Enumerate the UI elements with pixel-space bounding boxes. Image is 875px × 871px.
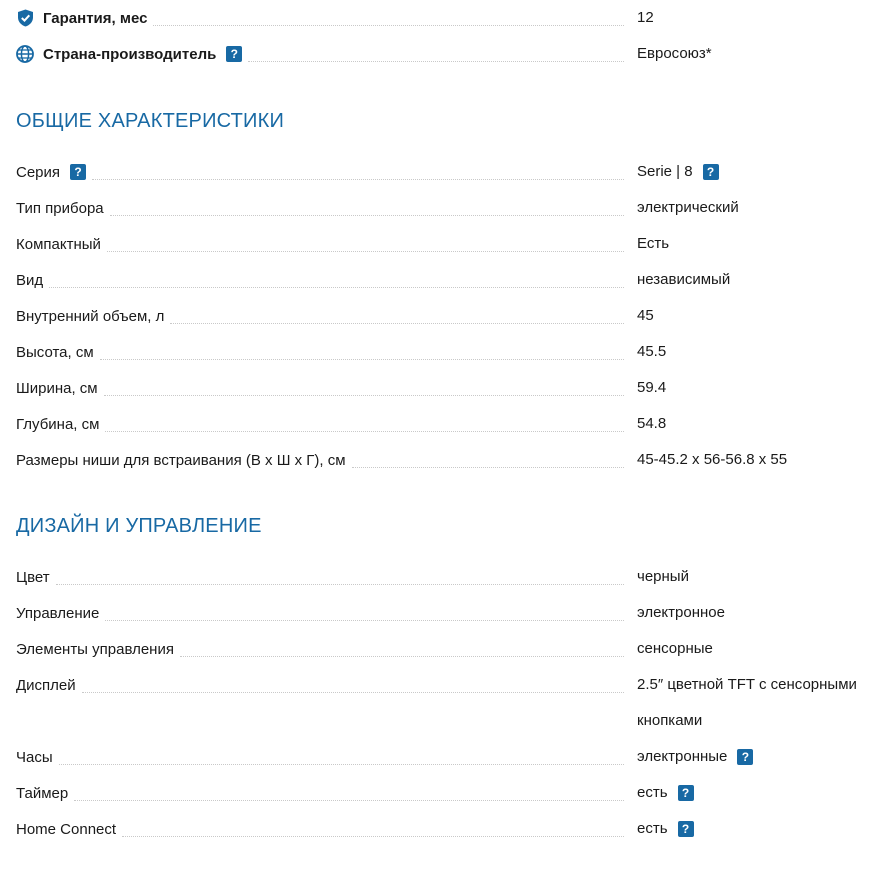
spec-label: Home Connect bbox=[16, 821, 122, 838]
spec-row bbox=[16, 406, 875, 442]
spec-label: Гарантия, мес bbox=[43, 9, 148, 27]
spec-row bbox=[16, 811, 875, 847]
spec-row-continuation bbox=[16, 703, 875, 739]
spec-label: Цвет bbox=[16, 569, 56, 586]
spec-label: Часы bbox=[16, 749, 59, 766]
spec-row-warranty bbox=[16, 0, 875, 36]
spec-row bbox=[16, 190, 875, 226]
spec-label: Страна-производитель bbox=[43, 45, 217, 63]
spec-value: 54.8 bbox=[637, 415, 667, 432]
spec-label: Ширина, см bbox=[16, 380, 104, 397]
help-icon[interactable]: ? bbox=[703, 164, 719, 180]
spec-label: Внутренний объем, л bbox=[16, 308, 170, 325]
spec-value: 45.5 bbox=[637, 343, 667, 360]
spec-value: сенсорные bbox=[637, 640, 713, 657]
dotted-leader bbox=[104, 395, 624, 396]
dotted-leader bbox=[105, 620, 624, 621]
spec-row bbox=[16, 559, 875, 595]
spec-row bbox=[16, 154, 875, 190]
spec-label: Высота, см bbox=[16, 344, 100, 361]
spec-row bbox=[16, 370, 875, 406]
spec-row bbox=[16, 298, 875, 334]
dotted-leader bbox=[352, 467, 624, 468]
spec-value: есть bbox=[637, 820, 668, 837]
dotted-leader bbox=[170, 323, 624, 324]
spec-row bbox=[16, 667, 875, 703]
spec-label: Серия bbox=[16, 163, 61, 181]
dotted-leader bbox=[122, 836, 624, 837]
spec-label: Элементы управления bbox=[16, 641, 180, 658]
spec-value: Евросоюз* bbox=[637, 45, 712, 62]
spec-label: Компактный bbox=[16, 236, 107, 253]
section-title-design: ДИЗАЙН И УПРАВЛЕНИЕ bbox=[16, 515, 262, 537]
spec-value: электрический bbox=[637, 199, 739, 216]
dotted-leader bbox=[82, 692, 624, 693]
dotted-leader bbox=[100, 359, 624, 360]
spec-label: Таймер bbox=[16, 785, 74, 802]
help-icon[interactable]: ? bbox=[737, 749, 753, 765]
spec-row bbox=[16, 262, 875, 298]
globe-icon bbox=[16, 45, 34, 63]
spec-row bbox=[16, 226, 875, 262]
spec-label: Вид bbox=[16, 272, 49, 289]
spec-value: Serie | 8 bbox=[637, 163, 693, 180]
help-icon[interactable]: ? bbox=[678, 785, 694, 801]
spec-value: 45 bbox=[637, 307, 654, 324]
dotted-leader bbox=[49, 287, 624, 288]
dotted-leader bbox=[153, 25, 624, 26]
spec-label: Управление bbox=[16, 605, 105, 622]
shield-check-icon bbox=[16, 9, 34, 27]
spec-row-country bbox=[16, 36, 875, 72]
spec-row bbox=[16, 739, 875, 775]
spec-row bbox=[16, 442, 875, 478]
dotted-leader bbox=[105, 431, 624, 432]
spec-value: черный bbox=[637, 568, 689, 585]
help-icon[interactable]: ? bbox=[226, 46, 242, 62]
spec-value: Есть bbox=[637, 235, 670, 252]
section-title-general: ОБЩИЕ ХАРАКТЕРИСТИКИ bbox=[16, 110, 285, 132]
dotted-leader bbox=[248, 61, 624, 62]
dotted-leader bbox=[110, 215, 624, 216]
dotted-leader bbox=[107, 251, 624, 252]
spec-value: электронные bbox=[637, 748, 728, 765]
dotted-leader bbox=[59, 764, 624, 765]
spec-label: Размеры ниши для встраивания (В х Ш х Г), см bbox=[16, 452, 352, 469]
help-icon[interactable]: ? bbox=[678, 821, 694, 837]
spec-value: есть bbox=[637, 784, 668, 801]
spec-value: 59.4 bbox=[637, 379, 667, 396]
dotted-leader bbox=[74, 800, 624, 801]
spec-value: 45-45.2 x 56-56.8 x 55 bbox=[637, 451, 788, 468]
dotted-leader bbox=[180, 656, 624, 657]
spec-row bbox=[16, 334, 875, 370]
spec-value: 12 bbox=[637, 9, 654, 26]
dotted-leader bbox=[92, 179, 624, 180]
spec-label: Дисплей bbox=[16, 677, 82, 694]
spec-value: кнопками bbox=[637, 712, 703, 729]
help-icon[interactable]: ? bbox=[70, 164, 86, 180]
spec-value: 2.5″ цветной TFT с сенсорными bbox=[637, 676, 857, 693]
spec-row bbox=[16, 775, 875, 811]
spec-row bbox=[16, 631, 875, 667]
spec-label: Тип прибора bbox=[16, 200, 110, 217]
spec-row bbox=[16, 595, 875, 631]
spec-label: Глубина, см bbox=[16, 416, 105, 433]
spec-value: электронное bbox=[637, 604, 725, 621]
spec-value: независимый bbox=[637, 271, 731, 288]
dotted-leader bbox=[56, 584, 624, 585]
